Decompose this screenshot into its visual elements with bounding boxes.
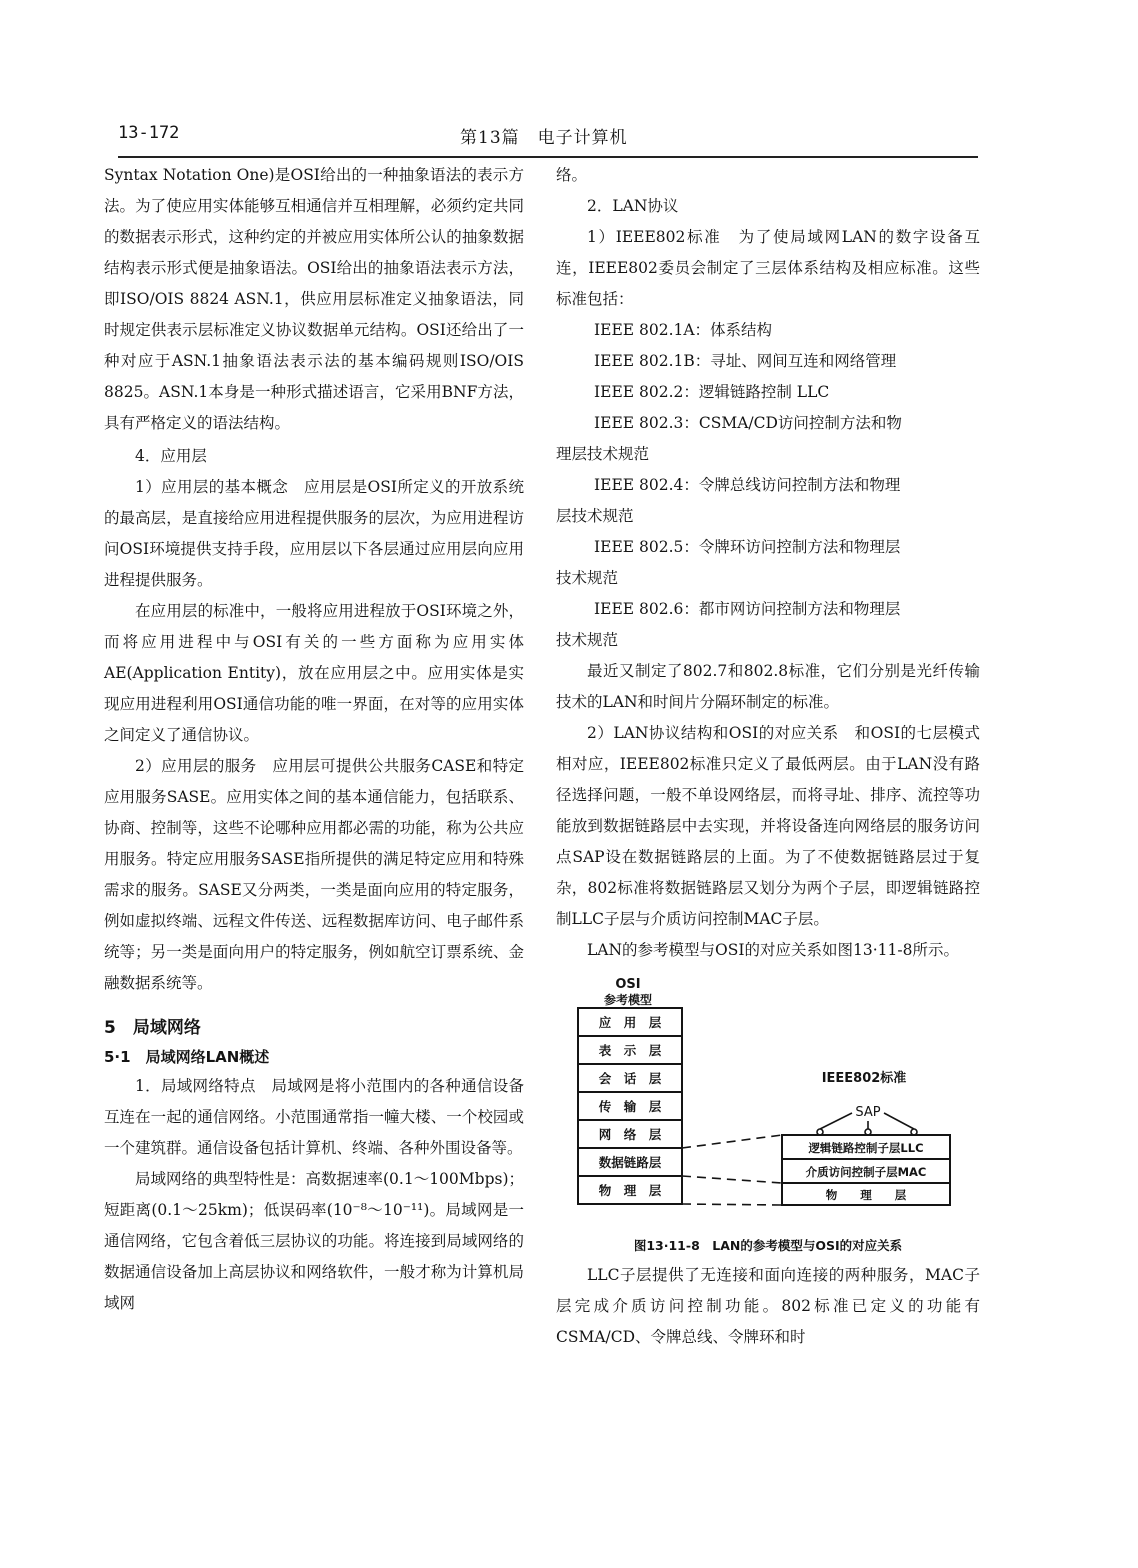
standard-item: IEEE 802.2：逻辑链路控制 LLC [594,383,830,401]
page-header [118,123,978,153]
ieee-layer-label: 物 理 层 [825,1188,907,1202]
osi-title: OSI [615,977,641,992]
page-number: 13-172 [118,123,180,143]
standard-item: IEEE 802.1B：寻址、网间互连和网络管理 [594,352,897,370]
ieee-title: IEEE802标准 [821,1071,907,1086]
osi-layer-label: 物 理 层 [598,1183,662,1198]
figure-lan-osi [556,972,980,1234]
section-heading: 5 局域网络 [104,1018,201,1038]
figure-caption: 图13·11-8 LAN的参考模型与OSI的对应关系 [633,1238,903,1253]
paragraph: LLC子层提供了无连接和面向连接的两种服务，MAC子层完成介质访问控制功能。802标准已定义的功能有CSMA/CD、令牌总线、令牌环和时 [556,1266,980,1346]
standard-item-continued: 技术规范 [556,569,619,587]
standard-item: IEEE 802.1A：体系结构 [594,321,773,339]
paragraph: 2）应用层的服务 应用层可提供公共服务CASE和特定应用服务SASE。应用实体之间的基本通信能力，包括联系、协商、控制等，这些不论哪种应用都必需的功能，称为公共应用服务。特定应用服务SASE指所提供的满足特定应用和特殊需求的服务。SASE又分两类，一类是面向应用的特定服务，例如虚拟终端、远程文件传送、远程数据库访问、电子邮件系统等；另一类是面向用户的特定服务，例如航空订票系统、金融数据系统等。 [104,757,524,992]
right-column [556,160,980,1353]
paragraph: LAN的参考模型与OSI的对应关系如图13·11-8所示。 [587,941,959,959]
standard-item: IEEE 802.6：都市网访问控制方法和物理层 [594,600,901,618]
osi-layer-label: 网 络 层 [598,1127,662,1142]
ieee-layer-label: 介质访问控制子层MAC [805,1165,927,1179]
paragraph: 2）LAN协议结构和OSI的对应关系 和OSI的七层模式相对应，IEEE802标准只定义了最低两层。由于LAN没有路径选择问题，一般不单设网络层，而将寻址、排序、流控等功能放到数据链路层中去实现，并将设备连向网络层的服务访问点SAP设在数据链路层的上面。为了不使数据链路层过于复杂，802标准将数据链路层又划分为两个子层，即逻辑链路控制LLC子层与介质访问控制MAC子层。 [556,724,980,928]
sap-label: SAP [855,1105,881,1120]
osi-layer-label: 会 话 层 [598,1071,662,1086]
osi-layer-label: 数据链路层 [598,1155,662,1170]
standard-item: IEEE 802.4：令牌总线访问控制方法和物理 [594,476,901,494]
left-column [104,160,524,1319]
standard-item: IEEE 802.5：令牌环访问控制方法和物理层 [594,538,901,556]
paragraph: Syntax Notation One)是OSI给出的一种抽象语法的表示方法。为了使应用实体能够互相通信并互相理解，必须约定共同的数据表示形式，这种约定的并被应用实体所公认的抽象数据结构表示形式便是抽象语法。OSI给出的抽象语法表示方法，即ISO/OIS 8824 ASN.1，供应用层标准定义抽象语法，同时规定供表示层标准定义协议数据单元结构。OSI还给出了一种对应于ASN.1抽象语法表示法的基本编码规则ISO/OIS 8825。ASN.1本身是一种形式描述语言，它采用BNF方法，具有严格定义的语法结构。 [104,166,524,432]
running-title: 第13篇 电子计算机 [460,128,628,148]
paragraph: 1）IEEE802标准 为了使局域网LAN的数字设备互连，IEEE802委员会制定了三层体系结构及相应标准。这些标准包括： [556,228,980,308]
paragraph: 局域网络的典型特性是：高数据速率(0.1～100Mbps)；短距离(0.1～25km)；低误码率(10⁻⁸～10⁻¹¹)。局域网是一通信网络，它包含着低三层协议的功能。将连接到局域网络的数据通信设备加上高层协议和网络软件，一般才称为计算机局域网 [104,1170,524,1312]
figure-diagram [556,972,980,1234]
osi-layer-label: 表 示 层 [598,1043,662,1058]
paragraph: 络。 [556,166,588,184]
osi-layer-label: 应 用 层 [598,1015,662,1030]
heading-application-layer: 4．应用层 [135,447,207,465]
standard-item-continued: 技术规范 [556,631,619,649]
paragraph: 最近又制定了802.7和802.8标准，它们分别是光纤传输技术的LAN和时间片分隔环制定的标准。 [556,662,980,711]
standard-item-continued: 理层技术规范 [556,445,650,463]
correspondence-lines [682,1135,782,1205]
header-rule [118,156,978,158]
standard-item: IEEE 802.3：CSMA/CD访问控制方法和物 [594,414,902,432]
subsection-heading: 5·1 局域网络LAN概述 [104,1048,270,1066]
paragraph: 1．局域网络特点 局域网是将小范围内的各种通信设备互连在一起的通信网络。小范围通常指一幢大楼、一个校园或一个建筑群。通信设备包括计算机、终端、各种外围设备等。 [104,1077,524,1157]
heading-lan-protocol: 2．LAN协议 [587,197,679,215]
paragraph: 在应用层的标准中，一般将应用进程放于OSI环境之外，而将应用进程中与OSI有关的一些方面称为应用实体AE(Application Entity)，放在应用层之中。应用实体是实现应用进程利用OSI通信功能的唯一界面，在对等的应用实体之间定义了通信协议。 [104,602,524,744]
osi-layer-label: 传 输 层 [598,1099,662,1114]
paragraph: 1）应用层的基本概念 应用层是OSI所定义的开放系统的最高层，是直接给应用进程提供服务的层次，为应用进程访问OSI环境提供支持手段，应用层以下各层通过应用层向应用进程提供服务。 [104,478,524,589]
standard-item-continued: 层技术规范 [556,507,634,525]
ieee-layer-label: 逻辑链路控制子层LLC [808,1141,924,1155]
osi-subtitle: 参考模型 [603,993,653,1007]
